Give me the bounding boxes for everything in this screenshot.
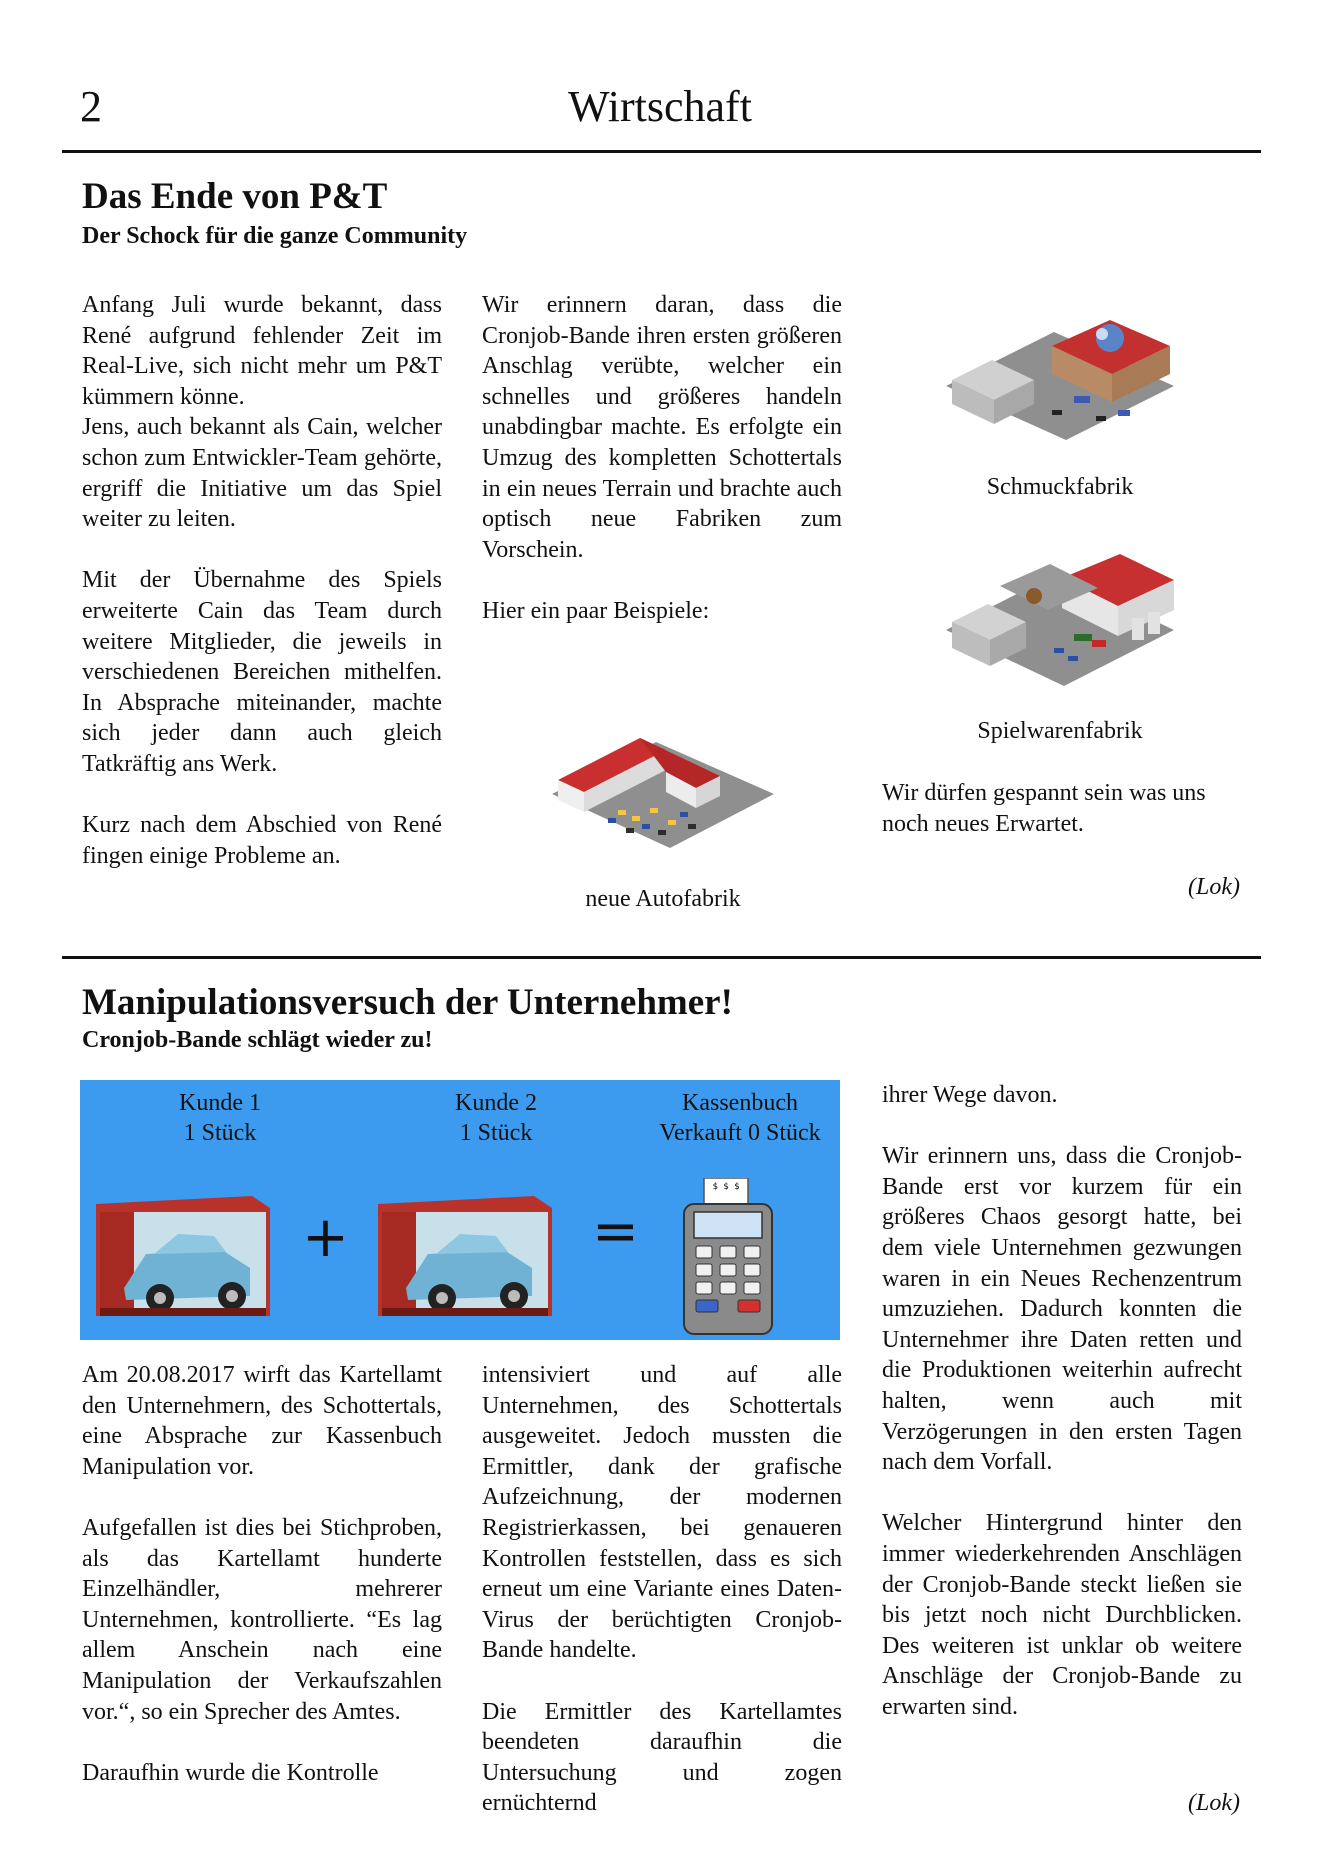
- article2-column-2: [482, 1360, 842, 1819]
- paragraph: Daraufhin wurde die Kontrolle: [82, 1759, 379, 1786]
- article2-column-1: [82, 1360, 442, 1788]
- paragraph: Kurz nach dem Abschied von René fingen einige Probleme an.: [82, 812, 442, 869]
- article2-signature: (Lok): [1188, 1790, 1240, 1816]
- paragraph: Wir erinnern daran, dass die Cronjob-Bande ihren ersten größeren Anschlag verübte, welcher ein schnelles und größeres handeln unabdingbar machte. Es erfolgte ein Umzug des kompletten Schottertals in ein neues Terrain und brachte auch optisch neue Fabriken zum Vorschein.: [482, 292, 842, 563]
- schmuckfabrik-image: [942, 312, 1178, 444]
- paragraph: Hier ein paar Beispiele:: [482, 597, 710, 624]
- kunde2-title: Kunde 2: [455, 1090, 537, 1116]
- page-number: 2: [80, 82, 102, 131]
- article1-column-2: [482, 290, 842, 627]
- article2-subtitle: Cronjob-Bande schlägt wieder zu!: [82, 1027, 433, 1053]
- paragraph: Die Ermittler des Kartellamtes beendeten daraufhin die Untersuchung und zogen ernüchternd: [482, 1698, 842, 1817]
- article1-title: Das Ende von P&T: [82, 176, 388, 217]
- caption-autofabrik: neue Autofabrik: [585, 886, 741, 912]
- manipulation-graphic: [80, 1080, 840, 1340]
- paragraph: ihrer Wege davon.: [882, 1082, 1058, 1108]
- kassenbuch-label: [640, 1088, 840, 1148]
- caption-spielwarenfabrik: Spielwarenfabrik: [977, 718, 1143, 744]
- article-divider: [62, 956, 1261, 959]
- paragraph: Welcher Hintergrund hinter den immer wiederkehrenden Anschlägen der Cronjob-Bande steckt ließen sie bis jetzt noch nicht Durchblicken. Des weiteren ist unklar ob weitere Anschläge der Cronjob-Bande zu erwarten sind.: [882, 1510, 1242, 1720]
- receipt-text: $ $ $: [712, 1182, 740, 1192]
- card-terminal-icon: [680, 1178, 776, 1336]
- kunde1-amount: 1 Stück: [183, 1120, 257, 1146]
- paragraph: Mit der Übernahme des Spiels erweiterte Cain das Team durch weitere Mitglieder, die jeweils in verschiedenen Bereichen mithelfen. In Absprache miteinander, machte sich jeder dann auch gleich Tatkräftig ans Werk.: [82, 567, 442, 777]
- toy-box-image-2: [372, 1192, 558, 1322]
- paragraph: Am 20.08.2017 wirft das Kartellamt den Unternehmern, des Schottertals, eine Absprache zur Kassenbuch Manipulation vor.: [82, 1362, 442, 1480]
- kunde2-label: [396, 1088, 596, 1148]
- kunde1-label: [120, 1088, 320, 1148]
- header-rule: [62, 150, 1261, 153]
- article1-subtitle: Der Schock für die ganze Community: [82, 223, 468, 249]
- paragraph: Aufgefallen ist dies bei Stichproben, als das Kartellamt hunderte Einzelhändler, mehrerer Unternehmen, kontrollierte. “Es lag allem Anschein nach eine Manipulation der Verkaufszahlen vor.“, so ein Sprecher des Amtes.: [82, 1514, 442, 1725]
- kassenbuch-amount: Verkauft 0 Stück: [659, 1120, 821, 1146]
- paragraph: Anfang Juli wurde bekannt, dass René aufgrund fehlender Zeit im Real-Live, sich nicht mehr um P&T kümmern könne. Jens, auch bekannt als Cain, welcher schon zum Entwickler-Team gehörte, ergriff die Initiative um das Spiel weiter zu leiten.: [82, 292, 442, 533]
- article1-column-1: [82, 290, 442, 871]
- toy-box-image-1: [90, 1192, 276, 1322]
- article1-closing: Wir dürfen gespannt sein was uns noch neues Erwartet.: [882, 780, 1206, 837]
- section-title: Wirtschaft: [568, 82, 752, 131]
- caption-schmuckfabrik: Schmuckfabrik: [986, 474, 1134, 500]
- equals-sign: =: [592, 1199, 639, 1264]
- paragraph: Wir erinnern uns, dass die Cronjob-Bande erst vor kurzem für ein größeres Chaos gesorgt hatte, bei dem viele Unternehmen gezwungen waren in ein Neues Rechenzentrum umzuziehen. Dadurch konnten die Unternehmer ihre Daten retten und die Produktionen weiterhin aufrecht halten, wenn auch mit Verzögerungen in den ersten Tagen nach dem Vorfall.: [882, 1143, 1242, 1476]
- kunde2-amount: 1 Stück: [459, 1120, 533, 1146]
- article2-title: Manipulationsversuch der Unternehmer!: [82, 982, 733, 1023]
- plus-sign: +: [302, 1205, 349, 1270]
- autofabrik-image: [548, 724, 778, 856]
- article1-signature: (Lok): [1188, 874, 1240, 900]
- spielwarenfabrik-image: [942, 552, 1178, 690]
- paragraph: intensiviert und auf alle Unternehmen, des Schottertals ausgeweitet. Jedoch mussten die Ermittler, dank der grafische Aufzeichnung, der modernen Registrierkassen, bei genaueren Kontrollen feststellen, dass es sich erneut um eine Variante eines Daten-Virus der berüchtigten Cronjob-Bande handelte.: [482, 1362, 842, 1664]
- kassenbuch-title: Kassenbuch: [682, 1090, 798, 1116]
- article2-column-3: [882, 1080, 1242, 1722]
- kunde1-title: Kunde 1: [179, 1090, 261, 1116]
